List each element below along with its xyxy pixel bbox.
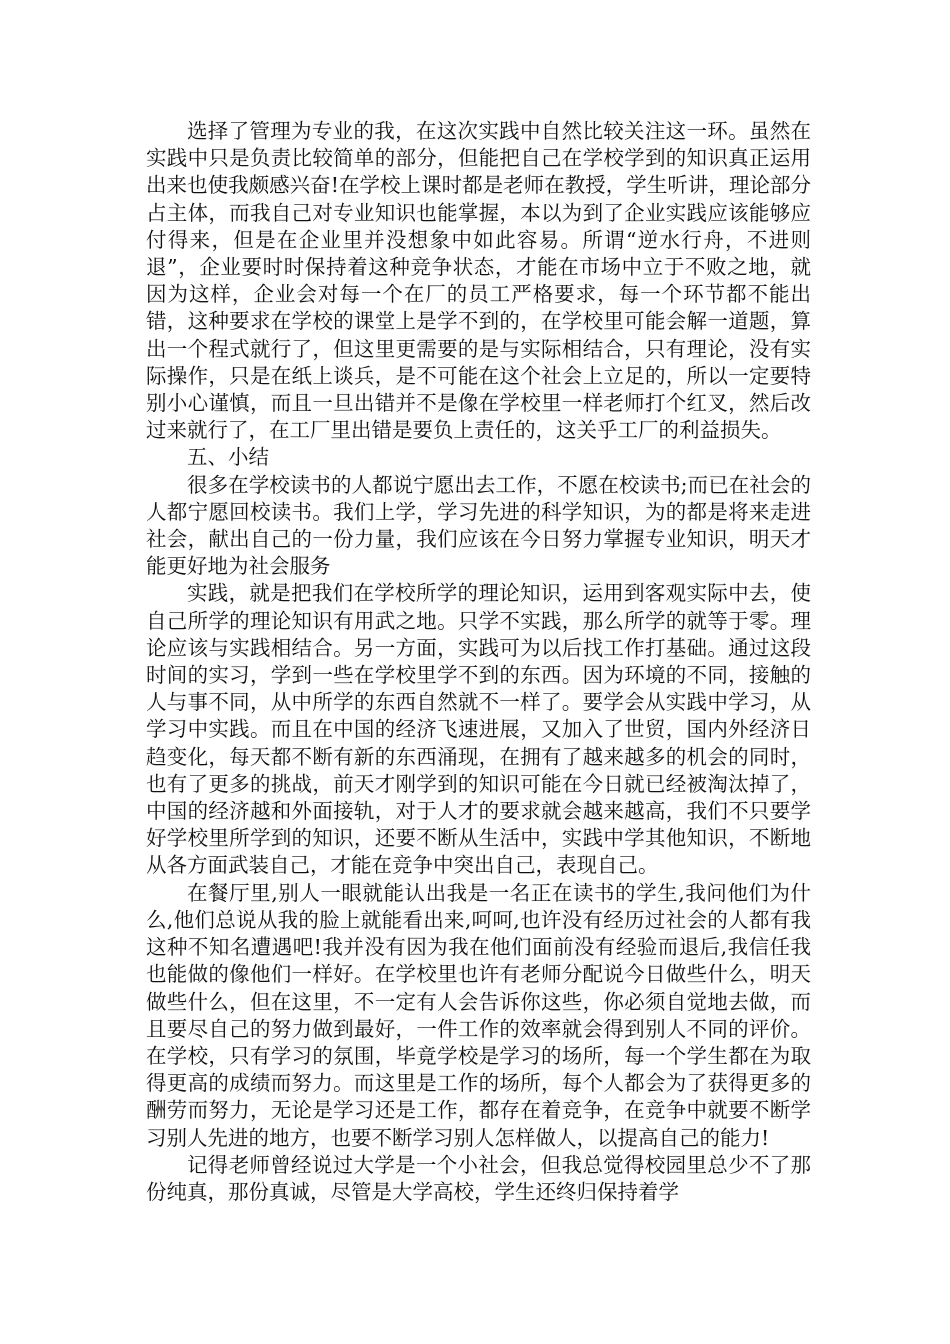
paragraph-university-society: 记得老师曾经说过大学是一个小社会，但我总觉得校园里总少不了那份纯真，那份真诚，尽管是大学高校，学生还终归保持着学 [146,1152,811,1204]
section-heading-summary: 五、小结 [187,445,269,470]
paragraph-study-vs-work: 很多在学校读书的人都说宁愿出去工作，不愿在校读书;而已在社会的人都宁愿回校读书。我们上学，学习先进的科学知识，为的都是将来走进社会，献出自己的一份力量，我们应该在今日努力掌握专业知识，明天才能更好地为社会服务 [146,472,811,579]
paragraph-practice-meaning: 实践，就是把我们在学校所学的理论知识，运用到客观实际中去，使自己所学的理论知识有用武之地。只学不实践，那么所学的就等于零。理论应该与实践相结合。另一方面，实践可为以后找工作打基础。通过这段时间的实习，学到一些在学校里学不到的东西。因为环境的不同，接触的人与事不同，从中所学的东西自然就不一样了。要学会从实践中学习，从学习中实践。而且在中国的经济飞速进展，又加入了世贸，国内外经济日趋变化，每天都不断有新的东西涌现，在拥有了越来越多的机会的同时，也有了更多的挑战，前天才刚学到的知识可能在今日就已经被淘汰掉了，中国的经济越和外面接轨，对于人才的要求就会越来越高，我们不只要学好学校里所学到的知识，还要不断从生活中，实践中学其他知识，不断地从各方面武装自己，才能在竞争中突出自己，表现自己。 [146,581,811,878]
document-page [146,118,811,1206]
paragraph-restaurant-experience: 在餐厅里,别人一眼就能认出我是一名正在读书的学生,我问他们为什么,他们总说从我的脸上就能看出来,呵呵,也许没有经历过社会的人都有我这种不知名遭遇吧!我并没有因为我在他们面前没有经验而退后,我信任我也能做的像他们一样好。在学校里也许有老师分配说今日做些什么，明天做些什么，但在这里，不一定有人会告诉你这些，你必须自觉地去做，而且要尽自己的努力做到最好，一件工作的效率就会得到别人不同的评价。在学校，只有学习的氛围，毕竟学校是学习的场所，每一个学生都在为取得更高的成绩而努力。而这里是工作的场所，每个人都会为了获得更多的酬劳而努力，无论是学习还是工作，都存在着竞争，在竞争中就要不断学习别人先进的地方，也要不断学习别人怎样做人，以提高自己的能力! [146,880,811,1150]
paragraph-management-practice: 选择了管理为专业的我，在这次实践中自然比较关注这一环。虽然在实践中只是负责比较简单的部分，但能把自己在学校学到的知识真正运用出来也使我颇感兴奋!在学校上课时都是老师在教授，学生听讲，理论部分占主体，而我自己对专业知识也能掌握，本以为到了企业实践应该能够应付得来，但是在企业里并没想象中如此容易。所谓“逆水行舟，不进则退”，企业要时时保持着这种竞争状态，才能在市场中立于不败之地，就因为这样，企业会对每一个在厂的员工严格要求，每一个环节都不能出错，这种要求在学校的课堂上是学不到的，在学校里可能会解一道题，算出一个程式就行了，但这里更需要的是与实际相结合，只有理论，没有实际操作，只是在纸上谈兵，是不可能在这个社会上立足的，所以一定要特别小心谨慎，而且一旦出错并不是像在学校里一样老师打个红叉，然后改过来就行了，在工厂里出错是要负上责任的，这关乎工厂的利益损失。 [146,119,811,443]
